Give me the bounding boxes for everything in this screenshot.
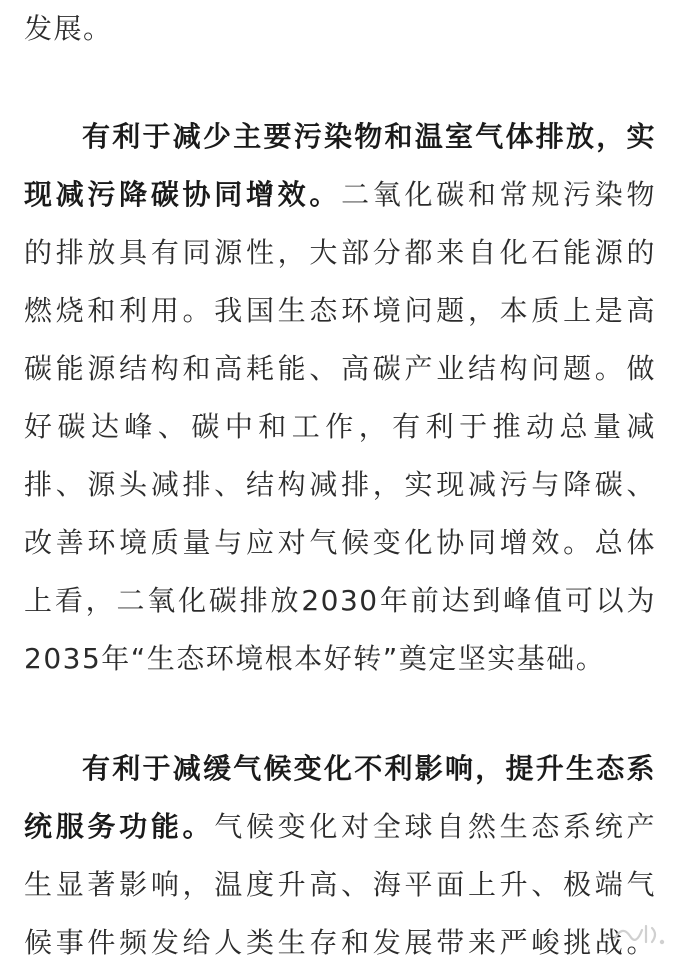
paragraph-line xyxy=(24,798,656,856)
text-run: 发展。 xyxy=(24,12,113,45)
bold-heading-run: 有利于减少主要污染物和温室气体排放，实 xyxy=(82,120,656,153)
paragraph-line xyxy=(82,740,656,798)
paragraph-line xyxy=(24,572,656,630)
paragraph-line xyxy=(24,514,656,572)
paragraph-line xyxy=(24,456,656,514)
bold-heading-run: 有利于减缓气候变化不利影响，提升生态系 xyxy=(82,752,656,785)
text-run: 候事件频发给人类生存和发展带来严峻挑战。 xyxy=(24,926,656,959)
text-run: 2035年“生态环境根本好转”奠定坚实基础。 xyxy=(24,642,606,675)
text-run: 排、源头减排、结构减排，实现减污与降碳、 xyxy=(24,468,656,501)
text-run: 上看，二氧化碳排放2030年前达到峰值可以为 xyxy=(24,584,656,617)
paragraph-line xyxy=(24,282,656,340)
text-run: 二氧化碳和常规污染物 xyxy=(341,178,656,211)
paragraph-line xyxy=(24,166,656,224)
text-run: 的排放具有同源性，大部分都来自化石能源的 xyxy=(24,236,656,269)
watermark-logo-icon xyxy=(608,916,670,950)
text-run: 燃烧和利用。我国生态环境问题，本质上是高 xyxy=(24,294,656,327)
paragraph-line xyxy=(24,224,656,282)
bold-heading-run: 统服务功能。 xyxy=(24,810,215,843)
bold-heading-run: 现减污降碳协同增效。 xyxy=(24,178,342,211)
paragraph-line xyxy=(24,914,656,972)
text-run: 气候变化对全球自然生态系统产 xyxy=(214,810,656,843)
paragraph-line xyxy=(24,630,656,688)
text-run: 生显著影响，温度升高、海平面上升、极端气 xyxy=(24,868,656,901)
text-run: 好碳达峰、碳中和工作，有利于推动总量减 xyxy=(24,410,656,443)
paragraph-line xyxy=(82,108,656,166)
paragraph-line xyxy=(24,398,656,456)
paragraph-line xyxy=(24,0,656,58)
text-run: 改善环境质量与应对气候变化协同增效。总体 xyxy=(24,526,656,559)
paragraph-line xyxy=(24,340,656,398)
text-run: 碳能源结构和高耗能、高碳产业结构问题。做 xyxy=(24,352,656,385)
paragraph-line xyxy=(24,856,656,914)
